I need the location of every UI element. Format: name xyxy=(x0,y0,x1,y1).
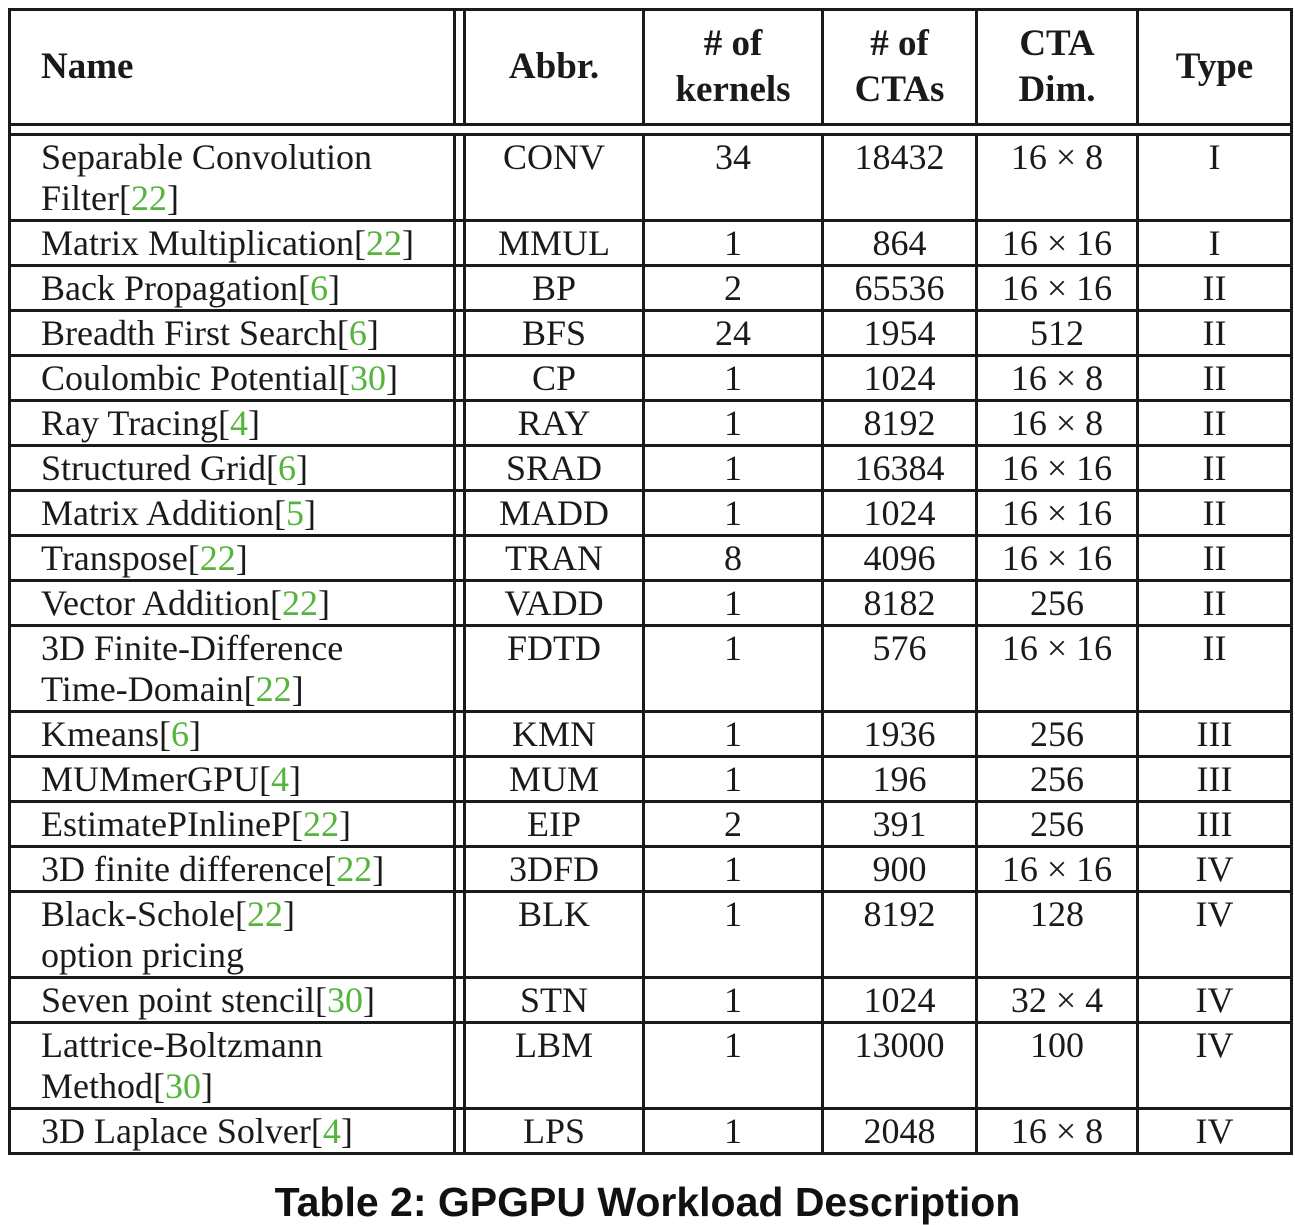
cell-name: Coulombic Potential[30] xyxy=(11,354,453,399)
cell-type: IV xyxy=(1136,976,1290,1021)
cell-num-kernels: 1 xyxy=(642,354,821,399)
column-divider xyxy=(453,219,466,264)
cell-num-kernels: 8 xyxy=(642,534,821,579)
cell-num-ctas: 864 xyxy=(821,219,975,264)
cell-num-ctas: 391 xyxy=(821,800,975,845)
cell-name: 3D Finite-Difference Time-Domain[22] xyxy=(11,624,453,710)
cell-cta-dim: 16 × 16 xyxy=(975,489,1136,534)
cell-abbr: MUM xyxy=(466,755,642,800)
table-row xyxy=(11,755,1290,800)
cell-name: Kmeans[6] xyxy=(11,710,453,755)
column-divider xyxy=(453,264,466,309)
column-divider xyxy=(453,444,466,489)
cell-abbr: SRAD xyxy=(466,444,642,489)
cell-num-ctas: 1954 xyxy=(821,309,975,354)
citation-link[interactable]: 6 xyxy=(170,714,189,754)
cell-num-kernels: 1 xyxy=(642,444,821,489)
cell-num-kernels: 1 xyxy=(642,976,821,1021)
cell-name: 3D Laplace Solver[4] xyxy=(11,1107,453,1152)
cell-type: III xyxy=(1136,710,1290,755)
column-header-name: Name xyxy=(11,11,453,126)
column-divider xyxy=(453,800,466,845)
cell-num-kernels: 1 xyxy=(642,624,821,710)
cell-cta-dim: 256 xyxy=(975,710,1136,755)
cell-name: Transpose[22] xyxy=(11,534,453,579)
column-header-ctas: # of CTAs xyxy=(821,11,975,126)
cell-num-ctas: 196 xyxy=(821,755,975,800)
cell-num-ctas: 8192 xyxy=(821,399,975,444)
table-row xyxy=(11,976,1290,1021)
column-header-dim: CTA Dim. xyxy=(975,11,1136,126)
cell-abbr: BFS xyxy=(466,309,642,354)
cell-abbr: BLK xyxy=(466,890,642,976)
cell-name: Breadth First Search[6] xyxy=(11,309,453,354)
cell-abbr: 3DFD xyxy=(466,845,642,890)
column-divider xyxy=(453,1021,466,1107)
cell-name: Vector Addition[22] xyxy=(11,579,453,624)
cell-num-ctas: 576 xyxy=(821,624,975,710)
citation-link[interactable]: 22 xyxy=(130,178,167,218)
cell-cta-dim: 16 × 16 xyxy=(975,444,1136,489)
cell-name: Matrix Addition[5] xyxy=(11,489,453,534)
cell-num-ctas: 8182 xyxy=(821,579,975,624)
column-header-kernels: # of kernels xyxy=(642,11,821,126)
cell-abbr: CONV xyxy=(466,133,642,219)
table-row xyxy=(11,624,1290,710)
header-row xyxy=(11,11,1290,126)
column-divider xyxy=(453,133,466,219)
cell-type: II xyxy=(1136,354,1290,399)
cell-cta-dim: 512 xyxy=(975,309,1136,354)
citation-link[interactable]: 22 xyxy=(302,804,339,844)
cell-num-kernels: 1 xyxy=(642,579,821,624)
cell-type: II xyxy=(1136,399,1290,444)
citation-link[interactable]: 6 xyxy=(348,313,367,353)
column-divider xyxy=(453,534,466,579)
cell-abbr: FDTD xyxy=(466,624,642,710)
cell-type: II xyxy=(1136,444,1290,489)
cell-abbr: RAY xyxy=(466,399,642,444)
cell-num-kernels: 2 xyxy=(642,264,821,309)
citation-link[interactable]: 5 xyxy=(286,493,304,533)
cell-name: Ray Tracing[4] xyxy=(11,399,453,444)
cell-abbr: KMN xyxy=(466,710,642,755)
cell-num-kernels: 1 xyxy=(642,1107,821,1152)
cell-type: II xyxy=(1136,534,1290,579)
cell-num-kernels: 1 xyxy=(642,399,821,444)
table-row xyxy=(11,264,1290,309)
table-row xyxy=(11,133,1290,219)
cell-name: Back Propagation[6] xyxy=(11,264,453,309)
cell-name: Matrix Multiplication[22] xyxy=(11,219,453,264)
citation-link[interactable]: 4 xyxy=(230,403,248,443)
cell-cta-dim: 256 xyxy=(975,755,1136,800)
cell-abbr: BP xyxy=(466,264,642,309)
citation-link[interactable]: 22 xyxy=(336,849,373,889)
cell-type: II xyxy=(1136,579,1290,624)
cell-type: IV xyxy=(1136,1107,1290,1152)
cell-cta-dim: 32 × 4 xyxy=(975,976,1136,1021)
citation-link[interactable]: 4 xyxy=(271,759,289,799)
cell-num-ctas: 8192 xyxy=(821,890,975,976)
cell-cta-dim: 16 × 16 xyxy=(975,624,1136,710)
cell-type: III xyxy=(1136,800,1290,845)
table-row xyxy=(11,1021,1290,1107)
table-row xyxy=(11,444,1290,489)
cell-name: Black-Schole[22] option pricing xyxy=(11,890,453,976)
table-row xyxy=(11,354,1290,399)
column-divider xyxy=(453,11,466,126)
cell-abbr: MADD xyxy=(466,489,642,534)
cell-num-ctas: 4096 xyxy=(821,534,975,579)
cell-num-ctas: 2048 xyxy=(821,1107,975,1152)
column-divider xyxy=(453,624,466,710)
cell-abbr: LBM xyxy=(466,1021,642,1107)
cell-abbr: CP xyxy=(466,354,642,399)
cell-cta-dim: 128 xyxy=(975,890,1136,976)
cell-name: Structured Grid[6] xyxy=(11,444,453,489)
workload-table xyxy=(8,8,1293,1155)
citation-link[interactable]: 22 xyxy=(199,538,236,578)
cell-cta-dim: 16 × 16 xyxy=(975,845,1136,890)
cell-type: II xyxy=(1136,624,1290,710)
header-separator xyxy=(11,126,1290,133)
column-divider xyxy=(453,489,466,534)
cell-type: II xyxy=(1136,309,1290,354)
cell-num-ctas: 1024 xyxy=(821,354,975,399)
citation-link[interactable]: 4 xyxy=(322,1111,341,1151)
table-row xyxy=(11,710,1290,755)
citation-link[interactable]: 30 xyxy=(349,358,386,398)
cell-type: II xyxy=(1136,489,1290,534)
cell-cta-dim: 16 × 8 xyxy=(975,354,1136,399)
workload-table-body xyxy=(11,133,1290,1152)
cell-cta-dim: 16 × 16 xyxy=(975,264,1136,309)
cell-name: Lattrice-Boltzmann Method[30] xyxy=(11,1021,453,1107)
table-row xyxy=(11,489,1290,534)
column-divider xyxy=(453,309,466,354)
cell-num-kernels: 1 xyxy=(642,219,821,264)
cell-cta-dim: 16 × 8 xyxy=(975,399,1136,444)
table-caption: Table 2: GPGPU Workload Description xyxy=(274,1179,1021,1225)
column-divider xyxy=(453,755,466,800)
cell-name: MUMmerGPU[4] xyxy=(11,755,453,800)
cell-cta-dim: 16 × 8 xyxy=(975,1107,1136,1152)
cell-num-ctas: 1024 xyxy=(821,489,975,534)
table-row xyxy=(11,579,1290,624)
column-divider xyxy=(453,845,466,890)
cell-abbr: VADD xyxy=(466,579,642,624)
citation-link[interactable]: 6 xyxy=(309,268,328,308)
citation-link[interactable]: 6 xyxy=(277,448,296,488)
cell-type: I xyxy=(1136,133,1290,219)
column-divider xyxy=(453,710,466,755)
cell-num-kernels: 1 xyxy=(642,489,821,534)
column-divider xyxy=(453,1107,466,1152)
cell-num-ctas: 16384 xyxy=(821,444,975,489)
cell-name: 3D finite difference[22] xyxy=(11,845,453,890)
table-row xyxy=(11,890,1290,976)
column-header-type: Type xyxy=(1136,11,1290,126)
cell-num-kernels: 34 xyxy=(642,133,821,219)
cell-abbr: MMUL xyxy=(466,219,642,264)
column-divider xyxy=(453,354,466,399)
cell-num-kernels: 1 xyxy=(642,1021,821,1107)
citation-link[interactable]: 22 xyxy=(255,669,292,709)
cell-num-kernels: 1 xyxy=(642,755,821,800)
cell-type: III xyxy=(1136,755,1290,800)
cell-num-kernels: 2 xyxy=(642,800,821,845)
column-divider xyxy=(453,976,466,1021)
cell-cta-dim: 256 xyxy=(975,800,1136,845)
cell-cta-dim: 16 × 16 xyxy=(975,219,1136,264)
citation-link[interactable]: 22 xyxy=(365,223,402,263)
table-row xyxy=(11,399,1290,444)
cell-type: II xyxy=(1136,264,1290,309)
cell-type: IV xyxy=(1136,890,1290,976)
table-row xyxy=(11,845,1290,890)
column-header-abbr: Abbr. xyxy=(466,11,642,126)
cell-num-kernels: 1 xyxy=(642,890,821,976)
column-divider xyxy=(453,890,466,976)
cell-num-ctas: 1024 xyxy=(821,976,975,1021)
column-divider xyxy=(453,399,466,444)
table-row xyxy=(11,534,1290,579)
table-row xyxy=(11,1107,1290,1152)
cell-name: Seven point stencil[30] xyxy=(11,976,453,1021)
cell-cta-dim: 256 xyxy=(975,579,1136,624)
cell-num-ctas: 65536 xyxy=(821,264,975,309)
cell-cta-dim: 100 xyxy=(975,1021,1136,1107)
table-row xyxy=(11,219,1290,264)
citation-link[interactable]: 30 xyxy=(326,980,363,1020)
cell-name: Separable Convolution Filter[22] xyxy=(11,133,453,219)
cell-type: I xyxy=(1136,219,1290,264)
cell-name: EstimatePInlineP[22] xyxy=(11,800,453,845)
column-divider xyxy=(453,579,466,624)
table-row xyxy=(11,309,1290,354)
cell-abbr: STN xyxy=(466,976,642,1021)
cell-num-kernels: 24 xyxy=(642,309,821,354)
cell-type: IV xyxy=(1136,1021,1290,1107)
cell-num-ctas: 13000 xyxy=(821,1021,975,1107)
citation-link[interactable]: 22 xyxy=(281,583,318,623)
cell-abbr: TRAN xyxy=(466,534,642,579)
workload-table-header xyxy=(11,11,1290,133)
cell-num-ctas: 18432 xyxy=(821,133,975,219)
citation-link[interactable]: 30 xyxy=(164,1066,201,1106)
cell-num-ctas: 1936 xyxy=(821,710,975,755)
citation-link[interactable]: 22 xyxy=(246,894,283,934)
cell-type: IV xyxy=(1136,845,1290,890)
cell-num-kernels: 1 xyxy=(642,845,821,890)
cell-num-ctas: 900 xyxy=(821,845,975,890)
cell-abbr: LPS xyxy=(466,1107,642,1152)
table-row xyxy=(11,800,1290,845)
cell-cta-dim: 16 × 8 xyxy=(975,133,1136,219)
cell-cta-dim: 16 × 16 xyxy=(975,534,1136,579)
cell-abbr: EIP xyxy=(466,800,642,845)
cell-num-kernels: 1 xyxy=(642,710,821,755)
